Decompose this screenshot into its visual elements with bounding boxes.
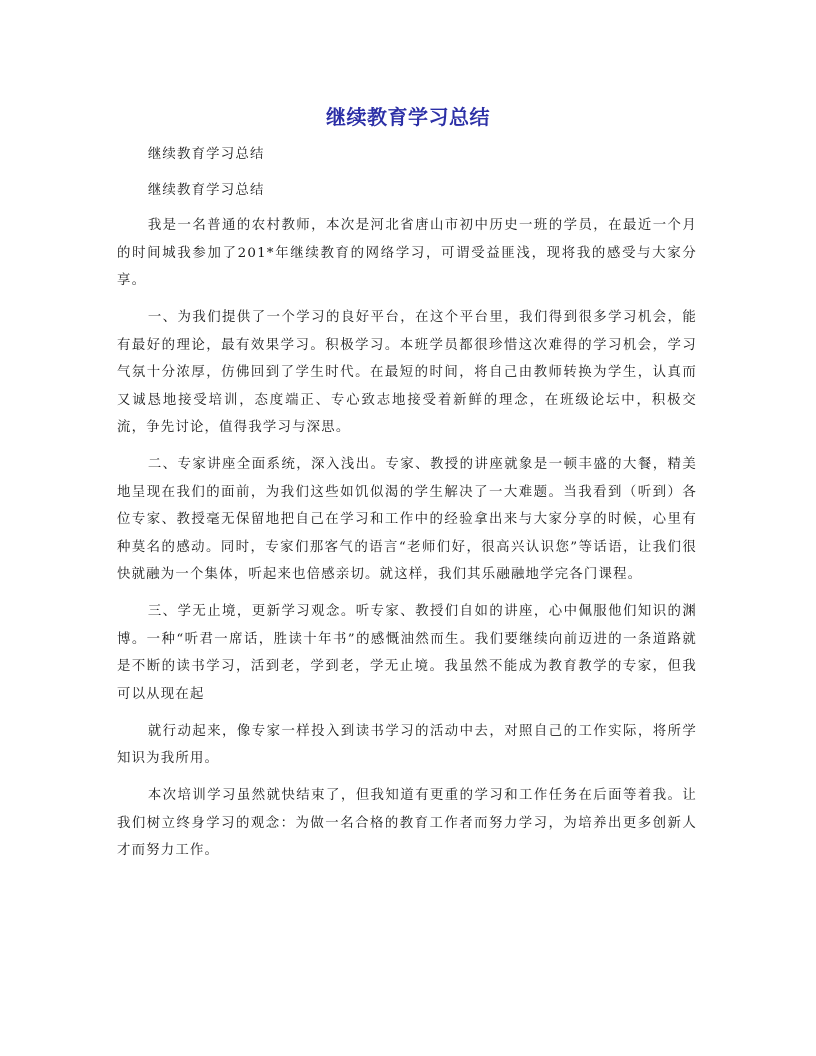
subtitle-line: 继续教育学习总结 [147, 147, 265, 162]
subtitle-line: 继续教育学习总结 [147, 182, 265, 198]
paragraph-point-3-continued: 就行动起来，像专家一样投入到读书学习的活动中去，对照自己的工作实际，将所学知识为我所用。 [117, 723, 697, 766]
paragraph-conclusion: 本次培训学习虽然就快结束了，但我知道有更重的学习和工作任务在后面等着我。让我们树立终身学习的观念：为做一名合格的教育工作者而努力学习，为培养出更多创新人才而努力工作。 [117, 788, 697, 858]
paragraph-intro: 我是一名普通的农村教师，本次是河北省唐山市初中历史一班的学员，在最近一个月的时间城我参加了201*年继续教育的网络学习，可谓受益匪浅，现将我的感受与大家分享。 [117, 218, 697, 288]
document-body [117, 141, 697, 874]
paragraph-point-1: 一、为我们提供了一个学习的良好平台，在这个平台里，我们得到很多学习机会，能有最好的理论，最有效果学习。积极学习。本班学员都很珍惜这次难得的学习机会，学习气氛十分浓厚，仿佛回到了学生时代。在最短的时间，将自己由教师转换为学生，认真而又诚恳地接受培训，态度端正、专心致志地接受着新鲜的理念，在班级论坛中，积极交流，争先讨论，值得我学习与深思。 [117, 310, 697, 435]
paragraph-point-3: 三、学无止境，更新学习观念。听专家、教授们自如的讲座，心中佩服他们知识的渊博。一种“听君一席话，胜读十年书”的感慨油然而生。我们要继续向前迈进的一条道路就是不断的读书学习，活到老，学到老，学无止境。我虽然不能成为教育教学的专家，但我可以从现在起 [117, 604, 697, 702]
document-title: 继续教育学习总结 [326, 105, 490, 129]
paragraph-point-2: 二、专家讲座全面系统，深入浅出。专家、教授的讲座就象是一顿丰盛的大餐，精美地呈现在我们的面前，为我们这些如饥似渴的学生解决了一大难题。当我看到（听到）各位专家、教授毫无保留地把自己在学习和工作中的经验拿出来与大家分享的时候，心里有种莫名的感动。同时，专家们那客气的语言“老师们好，很高兴认识您”等话语，让我们很快就融为一个集体，听起来也倍感亲切。就这样，我们其乐融融地学完各门课程。 [117, 457, 697, 582]
